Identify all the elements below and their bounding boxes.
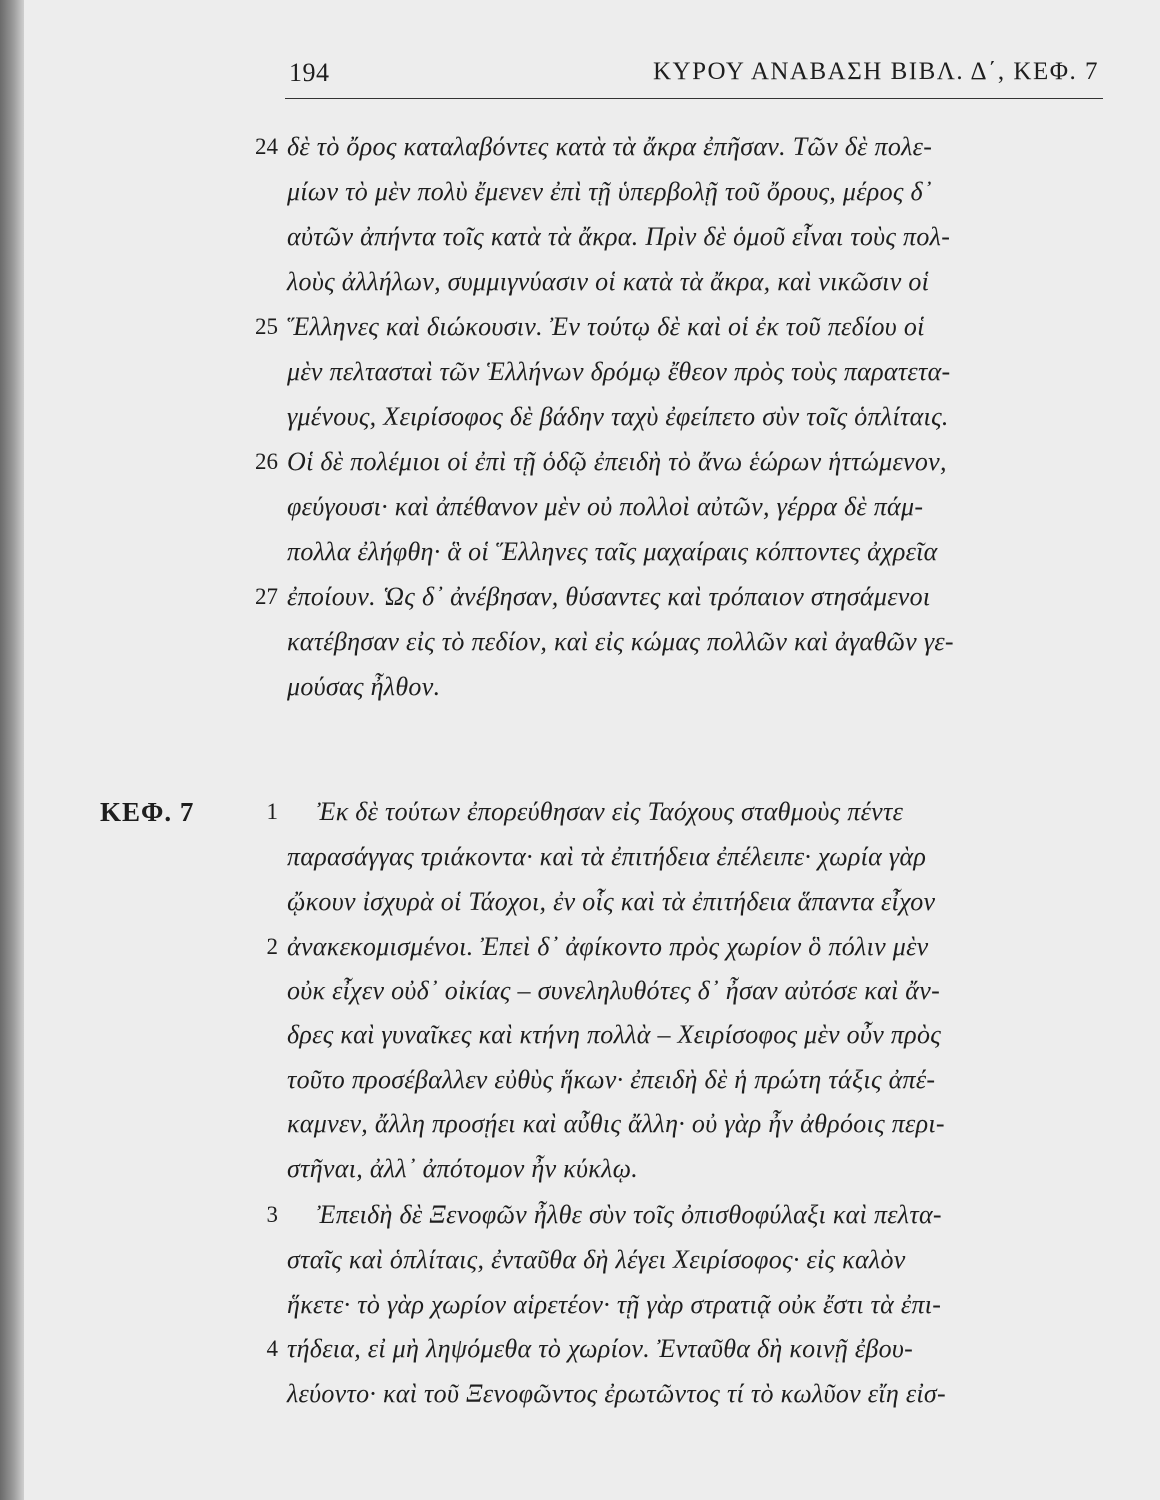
chapter-label: ΚΕΦ. 7 <box>100 797 195 827</box>
section-number: 26 <box>255 449 278 474</box>
text-line: ἀνακεκομισμένοι. Ἐπεὶ δ᾽ ἀφίκοντο πρὸς χωρίον ὃ πόλιν μὲν <box>287 932 929 961</box>
text-line: οὐκ εἶχεν οὐδ᾽ οἰκίας – συνεληλυθότες δ᾽ ἦσαν αὐτόσε καὶ ἄν- <box>287 976 941 1005</box>
text-line: λεύοντο· καὶ τοῦ Ξενοφῶντος ἐρωτῶντος τί τὸ κωλῦον εἴη εἰσ- <box>287 1379 946 1408</box>
text-line: καμνεν, ἄλλη προσῄει καὶ αὖθις ἄλλη· οὐ γὰρ ἦν ἀθρόοις περι- <box>287 1109 945 1138</box>
text-line: Ἐπειδὴ δὲ Ξενοφῶν ἦλθε σὺν τοῖς ὀπισθοφύλαξι καὶ πελτα- <box>317 1200 942 1229</box>
text-line: μὲν πελτασταὶ τῶν Ἑλλήνων δρόμῳ ἔθεον πρὸς τοὺς παρατετα- <box>287 357 951 386</box>
text-line: τοῦτο προσέβαλλεν εὐθὺς ἥκων· ἐπειδὴ δὲ ἡ πρώτη τάξις ἀπέ- <box>287 1065 936 1094</box>
text-line: κατέβησαν εἰς τὸ πεδίον, καὶ εἰς κώμας πολλῶν καὶ ἀγαθῶν γε- <box>287 627 954 656</box>
text-line: ἐποίουν. Ὡς δ᾽ ἀνέβησαν, θύσαντες καὶ τρόπαιον στησάμενοι <box>287 582 931 611</box>
section-number: 27 <box>255 584 278 609</box>
section-number: 1 <box>266 799 278 824</box>
section-number: 24 <box>255 134 278 159</box>
running-title: ΚΥΡΟΥ ΑΝΑΒΑΣΗ ΒΙΒΛ. Δ΄, ΚΕΦ. 7 <box>653 58 1099 85</box>
text-line: Ἐκ δὲ τούτων ἐπορεύθησαν εἰς Ταόχους σταθμοὺς πέντε <box>317 797 904 826</box>
text-line: αὐτῶν ἀπήντα τοῖς κατὰ τὰ ἄκρα. Πρὶν δὲ ὁμοῦ εἶναι τοὺς πολ- <box>287 222 951 251</box>
section-number: 4 <box>266 1336 278 1361</box>
section-number: 3 <box>266 1202 278 1227</box>
text-line: μούσας ἦλθον. <box>287 672 441 701</box>
section-number: 25 <box>255 314 278 339</box>
text-line: πολλα ἐλήφθη· ἃ οἱ Ἕλληνες ταῖς μαχαίραις κόπτοντες ἀχρεῖα <box>287 537 938 566</box>
text-line: τήδεια, εἰ μὴ ληψόμεθα τὸ χωρίον. Ἐνταῦθα δὴ κοινῇ ἐβου- <box>287 1334 914 1363</box>
text-line: ἥκετε· τὸ γὰρ χωρίον αἱρετέον· τῇ γὰρ στρατιᾷ οὐκ ἔστι τὰ ἐπι- <box>287 1290 942 1319</box>
text-line: λοὺς ἀλλήλων, συμμιγνύασιν οἱ κατὰ τὰ ἄκρα, καὶ νικῶσιν οἱ <box>287 267 930 296</box>
text-line: σταῖς καὶ ὁπλίταις, ἐνταῦθα δὴ λέγει Χειρίσοφος· εἰς καλὸν <box>287 1245 906 1274</box>
page-number: 194 <box>289 58 330 87</box>
text-line: ᾤκουν ἰσχυρὰ οἱ Τάοχοι, ἐν οἷς καὶ τὰ ἐπιτήδεια ἅπαντα εἶχον <box>287 887 936 916</box>
text-line: Οἱ δὲ πολέμιοι οἱ ἐπὶ τῇ ὁδῷ ἐπειδὴ τὸ ἄνω ἑώρων ἡττώμενον, <box>287 447 947 476</box>
text-line: δρες καὶ γυναῖκες καὶ κτήνη πολλὰ – Χειρίσοφος μὲν οὖν πρὸς <box>287 1020 942 1049</box>
text-line: Ἕλληνες καὶ διώκουσιν. Ἐν τούτῳ δὲ καὶ οἱ ἐκ τοῦ πεδίου οἱ <box>287 312 925 341</box>
text-line: φεύγουσι· καὶ ἀπέθανον μὲν οὐ πολλοὶ αὐτῶν, γέρρα δὲ πάμ- <box>287 492 924 521</box>
section-number: 2 <box>266 934 278 959</box>
text-line: γμένους, Χειρίσοφος δὲ βάδην ταχὺ ἐφείπετο σὺν τοῖς ὁπλίταις. <box>287 402 949 431</box>
text-line: παρασάγγας τριάκοντα· καὶ τὰ ἐπιτήδεια ἐπέλειπε· χωρία γὰρ <box>287 842 927 871</box>
text-line: μίων τὸ μὲν πολὺ ἔμενεν ἐπὶ τῇ ὑπερβολῇ τοῦ ὄρους, μέρος δ᾽ <box>287 177 932 206</box>
text-line: δὲ τὸ ὄρος καταλαβόντες κατὰ τὰ ἄκρα ἐπῆσαν. Τῶν δὲ πολε- <box>287 132 933 161</box>
text-line: στῆναι, ἀλλ᾽ ἀπότομον ἦν κύκλῳ. <box>287 1154 639 1183</box>
